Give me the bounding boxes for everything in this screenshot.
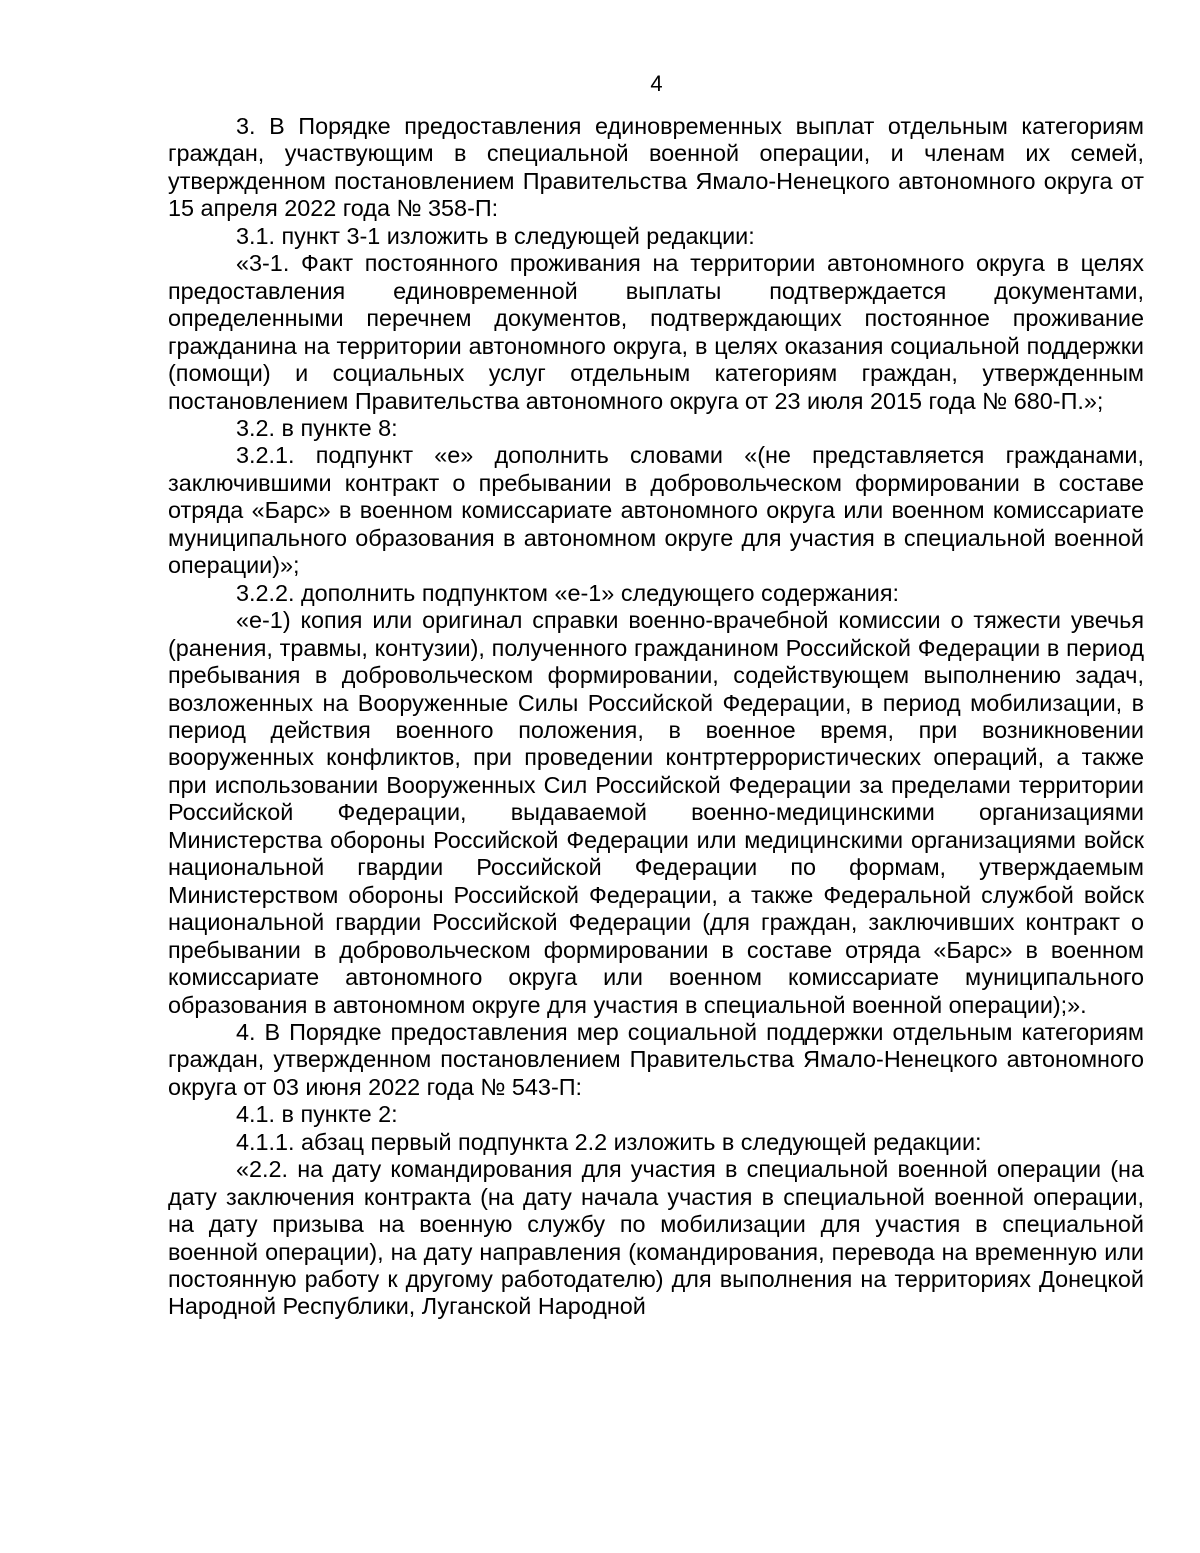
paragraph-3-1: 3.1. пункт 3-1 изложить в следующей редакции: (236, 222, 755, 249)
page-number: 4 (650, 71, 663, 96)
paragraph-3-1-text: «3-1. Факт постоянного проживания на территории автономного округа в целях предоставления единовременной выплаты подтверждается документами, определенными перечнем документов, подтверждающих постоянное проживание гражданина на территории автономного округа, в целях оказания социальной поддержки (помощи) и социальных услуг отдельным категориям граждан, утвержденным постановлением Правительства автономного округа от 23 июля 2015 года № 680-П.»; (168, 250, 1144, 414)
paragraph-3-2: 3.2. в пункте 8: (236, 414, 398, 441)
paragraph-e-1-text: «е-1) копия или оригинал справки военно-врачебной комиссии о тяжести увечья (ранения, травмы, контузии), полученного гражданином Российской Федерации в период пребывания в добровольческом формировании, содействующем выполнению задач, возложенных на Вооруженные Силы Российской Федерации, в период мобилизации, в период действия военного положения, в военное время, при возникновении вооруженных конфликтов, при проведении контртеррористических операций, а также при использовании Вооруженных Сил Российской Федерации за пределами территории Российской Федерации, выдаваемой военно-медицинскими организациями Министерства обороны Российской Федерации или медицинскими организациями войск национальной гвардии Российской Федерации по формам, утверждаемым Министерством обороны Российской Федерации, а также Федеральной службой войск национальной гвардии Российской Федерации (для граждан, заключивших контракт о пребывании в добровольческом формировании в составе отряда «Барс» в военном комиссариате автономного округа или военном комиссариате муниципального образования в автономном округе для участия в специальной военной операции);». (168, 607, 1144, 1018)
paragraph-4: 4. В Порядке предоставления мер социальной поддержки отдельным категориям граждан, утвержденном постановлением Правительства Ямало-Ненецкого автономного округа от 03 июня 2022 года № 543-П: (168, 1018, 1144, 1100)
paragraph-2-2-text: «2.2. на дату командирования для участия в специальной военной операции (на дату заключения контракта (на дату начала участия в специальной военной операции, на дату призыва на военную службу по мобилизации для участия в специальной военной операции), на дату направления (командирования, перевода на временную или постоянную работу к другому работодателю) для выполнения на территориях Донецкой Народной Республики, Луганской Народной (168, 1156, 1144, 1320)
paragraph-4-1-1: 4.1.1. абзац первый подпункта 2.2 изложить в следующей редакции: (236, 1128, 982, 1155)
paragraph-3-2-1: 3.2.1. подпункт «е» дополнить словами «(не представляется гражданами, заключившими контракт о пребывании в добровольческом формировании в составе отряда «Барс» в военном комиссариате автономного округа или военном комиссариате муниципального образования в автономном округе для участия в специальной военной операции)»; (168, 442, 1144, 579)
paragraph-4-1: 4.1. в пункте 2: (236, 1101, 398, 1128)
document-body (168, 113, 1144, 1321)
paragraph-3: 3. В Порядке предоставления единовременных выплат отдельным категориям граждан, участвующим в специальной военной операции, и членам их семей, утвержденном постановлением Правительства Ямало-Ненецкого автономного округа от 15 апреля 2022 года № 358-П: (168, 113, 1144, 222)
paragraph-3-2-2: 3.2.2. дополнить подпунктом «е-1» следующего содержания: (236, 579, 899, 606)
